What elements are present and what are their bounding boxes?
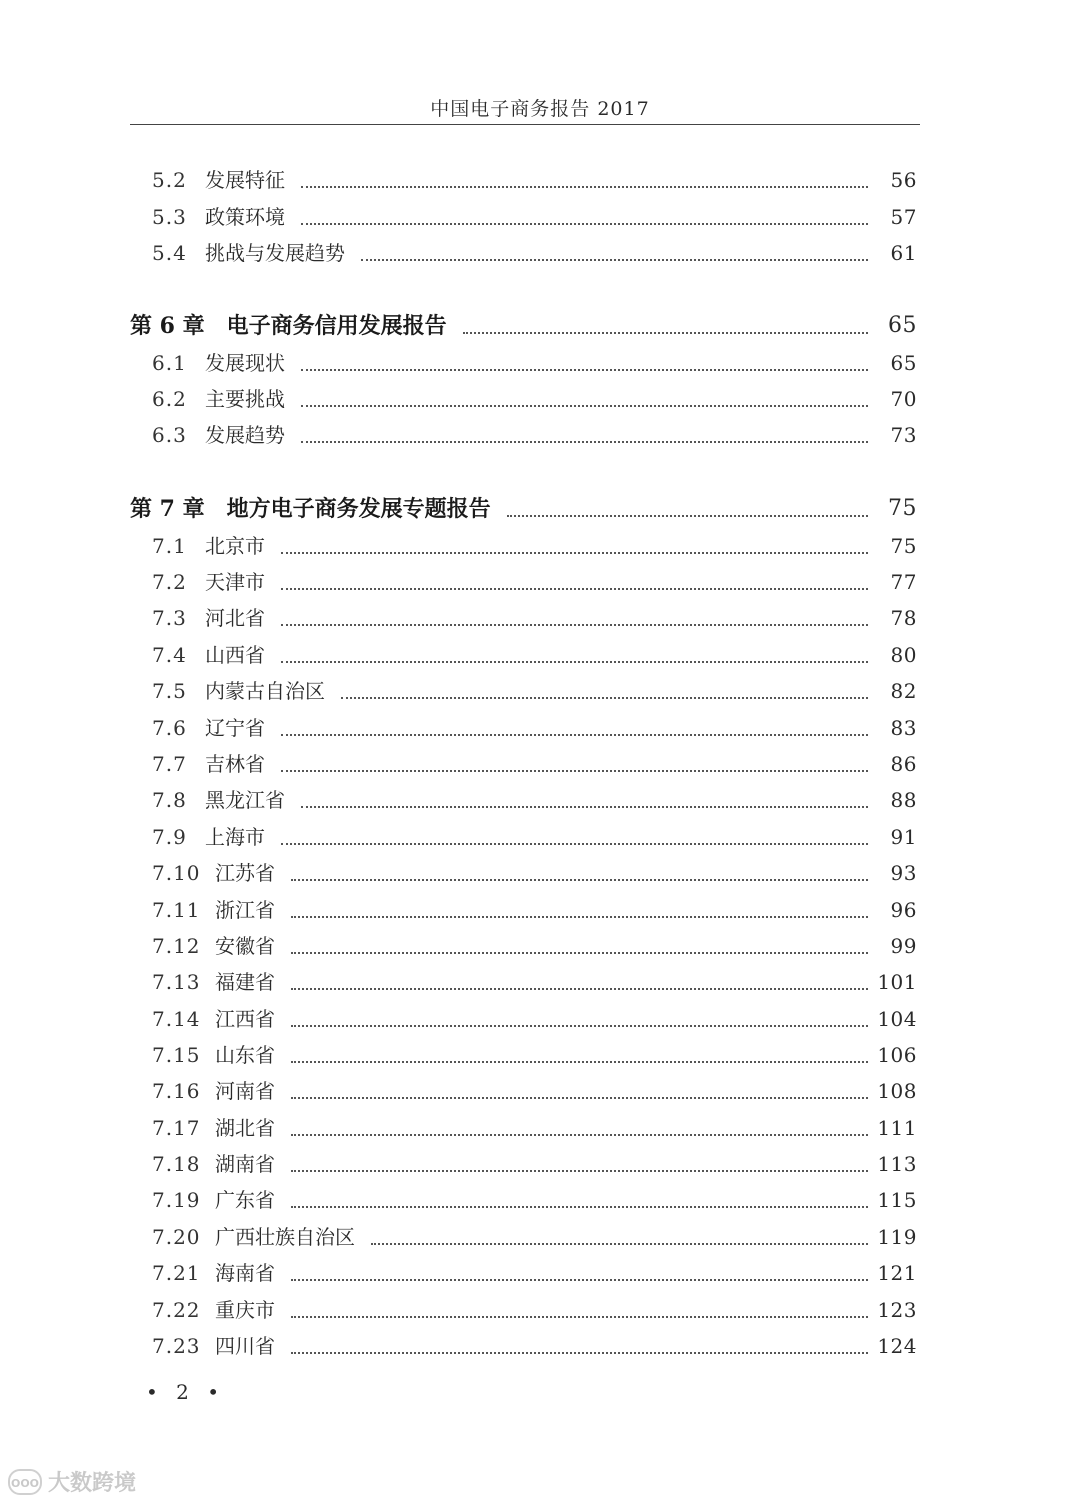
toc-section-title: 福建省 <box>215 970 275 994</box>
toc-section-title: 安徽省 <box>215 934 275 958</box>
page-number: • 2 • <box>146 1380 226 1404</box>
toc-section-title: 重庆市 <box>215 1298 275 1322</box>
toc-page-number: 123 <box>877 1298 917 1322</box>
toc-chapter-label: 第 6 章 <box>130 313 205 339</box>
toc-leader-dots <box>301 405 868 407</box>
toc-page-number: 70 <box>890 387 917 411</box>
toc-section-title: 发展现状 <box>205 351 285 375</box>
toc-leader-dots <box>301 186 868 188</box>
toc-entry[interactable] <box>0 640 1080 670</box>
toc-leader-dots <box>281 770 868 772</box>
toc-section-number: 7.17 <box>152 1116 201 1140</box>
toc-leader-dots <box>341 697 868 699</box>
toc-leader-dots <box>291 1316 868 1318</box>
toc-leader-dots <box>281 734 868 736</box>
toc-section-title: 江苏省 <box>215 861 275 885</box>
toc-entry[interactable] <box>0 202 1080 232</box>
toc-leader-dots <box>281 588 868 590</box>
toc-section-title: 天津市 <box>205 570 265 594</box>
toc-page-number: 73 <box>890 423 917 447</box>
toc-leader-dots <box>291 1206 868 1208</box>
toc-entry[interactable] <box>0 238 1080 268</box>
toc-entry[interactable] <box>0 785 1080 815</box>
toc-entry[interactable] <box>0 676 1080 706</box>
watermark-logo-icon: OOO <box>8 1469 42 1495</box>
toc-entry[interactable] <box>0 822 1080 852</box>
toc-section-number: 7.1 <box>152 534 187 558</box>
toc-section-number: 7.19 <box>152 1188 201 1212</box>
toc-section-title: 发展特征 <box>205 168 285 192</box>
toc-entry[interactable] <box>0 931 1080 961</box>
toc-section-number: 7.21 <box>152 1261 201 1285</box>
toc-leader-dots <box>291 1170 868 1172</box>
toc-chapter-entry[interactable] <box>0 494 1080 524</box>
toc-section-number: 7.16 <box>152 1079 201 1103</box>
toc-section-number: 7.14 <box>152 1007 201 1031</box>
toc-leader-dots <box>301 806 868 808</box>
toc-section-title: 浙江省 <box>215 898 275 922</box>
toc-leader-dots <box>301 223 868 225</box>
toc-section-title: 广西壮族自治区 <box>215 1225 355 1249</box>
toc-chapter-entry[interactable] <box>0 311 1080 341</box>
toc-entry[interactable] <box>0 1295 1080 1325</box>
toc-section-number: 7.8 <box>152 788 187 812</box>
toc-section-number: 5.4 <box>152 241 187 265</box>
toc-page-number: 115 <box>877 1188 917 1212</box>
toc-leader-dots <box>281 661 868 663</box>
toc-page-number: 119 <box>877 1225 917 1249</box>
toc-page-number: 82 <box>890 679 917 703</box>
toc-section-number: 7.12 <box>152 934 201 958</box>
toc-entry[interactable] <box>0 749 1080 779</box>
toc-section-number: 7.23 <box>152 1334 201 1358</box>
toc-page-number: 91 <box>890 825 917 849</box>
toc-entry[interactable] <box>0 384 1080 414</box>
toc-section-number: 5.2 <box>152 168 187 192</box>
toc-page-number: 99 <box>890 934 917 958</box>
toc-section-number: 7.11 <box>152 898 201 922</box>
toc-entry[interactable] <box>0 1149 1080 1179</box>
toc-section-number: 6.1 <box>152 351 187 375</box>
toc-entry[interactable] <box>0 1113 1080 1143</box>
toc-entry[interactable] <box>0 1222 1080 1252</box>
toc-page-number: 65 <box>888 313 917 338</box>
running-header: 中国电子商务报告 2017 <box>430 98 650 120</box>
toc-section-number: 7.20 <box>152 1225 201 1249</box>
toc-section-title: 吉林省 <box>205 752 265 776</box>
toc-section-number: 5.3 <box>152 205 187 229</box>
toc-section-title: 山东省 <box>215 1043 275 1067</box>
toc-section-title: 北京市 <box>205 534 265 558</box>
toc-page-number: 124 <box>877 1334 917 1358</box>
toc-leader-dots <box>301 369 868 371</box>
toc-page-number: 78 <box>890 606 917 630</box>
toc-page-number: 108 <box>877 1079 917 1103</box>
toc-chapter-name: 地方电子商务发展专题报告 <box>226 496 491 522</box>
toc-section-title: 海南省 <box>215 1261 275 1285</box>
toc-leader-dots <box>291 1061 868 1063</box>
toc-section-title: 上海市 <box>205 825 265 849</box>
toc-section-number: 7.6 <box>152 716 187 740</box>
toc-entry[interactable] <box>0 858 1080 888</box>
toc-page-number: 65 <box>890 351 917 375</box>
toc-entry[interactable] <box>0 1258 1080 1288</box>
toc-entry[interactable] <box>0 531 1080 561</box>
toc-section-title: 发展趋势 <box>205 423 285 447</box>
toc-section-number: 7.22 <box>152 1298 201 1322</box>
toc-leader-dots <box>371 1243 868 1245</box>
toc-page-number: 111 <box>877 1116 917 1140</box>
toc-section-title: 黑龙江省 <box>205 788 285 812</box>
toc-leader-dots <box>281 624 868 626</box>
toc-section-title: 广东省 <box>215 1188 275 1212</box>
toc-section-title: 政策环境 <box>205 205 285 229</box>
toc-section-number: 7.2 <box>152 570 187 594</box>
toc-leader-dots <box>291 1097 868 1099</box>
toc-entry[interactable] <box>0 1040 1080 1070</box>
toc-entry[interactable] <box>0 348 1080 378</box>
toc-page-number: 104 <box>877 1007 917 1031</box>
toc-leader-dots <box>291 1352 868 1354</box>
toc-leader-dots <box>301 441 868 443</box>
toc-page-number: 83 <box>890 716 917 740</box>
toc-section-title: 挑战与发展趋势 <box>205 241 345 265</box>
toc-leader-dots <box>291 988 868 990</box>
toc-section-number: 7.9 <box>152 825 187 849</box>
toc-page-number: 61 <box>890 241 917 265</box>
toc-page-number: 88 <box>890 788 917 812</box>
toc-section-number: 7.15 <box>152 1043 201 1067</box>
toc-entry[interactable] <box>0 967 1080 997</box>
toc-page-number: 96 <box>890 898 917 922</box>
toc-entry[interactable] <box>0 567 1080 597</box>
toc-section-title: 辽宁省 <box>205 716 265 740</box>
toc-entry[interactable] <box>0 165 1080 195</box>
toc-section-number: 7.3 <box>152 606 187 630</box>
watermark-brand: 大数跨境 <box>48 1471 137 1496</box>
toc-page-number: 93 <box>890 861 917 885</box>
toc-entry[interactable] <box>0 1004 1080 1034</box>
toc-leader-dots <box>291 1025 868 1027</box>
toc-section-number: 7.10 <box>152 861 201 885</box>
toc-section-number: 6.2 <box>152 387 187 411</box>
toc-entry[interactable] <box>0 1331 1080 1361</box>
toc-section-title: 江西省 <box>215 1007 275 1031</box>
toc-page-number: 75 <box>888 496 917 521</box>
toc-section-number: 7.4 <box>152 643 187 667</box>
toc-leader-dots <box>281 843 868 845</box>
toc-entry[interactable] <box>0 1076 1080 1106</box>
toc-section-title: 山西省 <box>205 643 265 667</box>
toc-chapter-name: 电子商务信用发展报告 <box>226 313 447 339</box>
toc-leader-dots <box>507 515 868 517</box>
toc-chapter-label: 第 7 章 <box>130 496 205 522</box>
toc-page-number: 101 <box>877 970 917 994</box>
toc-section-title: 内蒙古自治区 <box>205 679 325 703</box>
toc-page-number: 106 <box>877 1043 917 1067</box>
toc-entry[interactable] <box>0 420 1080 450</box>
toc-section-title: 河北省 <box>205 606 265 630</box>
toc-section-number: 7.5 <box>152 679 187 703</box>
toc-leader-dots <box>361 259 868 261</box>
toc-section-number: 7.18 <box>152 1152 201 1176</box>
toc-section-title: 湖南省 <box>215 1152 275 1176</box>
toc-entry[interactable] <box>0 603 1080 633</box>
toc-page-number: 56 <box>890 168 917 192</box>
toc-chapter-title <box>130 494 507 524</box>
toc-page-number: 80 <box>890 643 917 667</box>
toc-page-number: 77 <box>890 570 917 594</box>
toc-leader-dots <box>291 916 868 918</box>
toc-page-number: 121 <box>877 1261 917 1285</box>
toc-page-number: 113 <box>877 1152 917 1176</box>
toc-section-number: 7.7 <box>152 752 187 776</box>
toc-section-title: 湖北省 <box>215 1116 275 1140</box>
toc-section-number: 6.3 <box>152 423 187 447</box>
toc-leader-dots <box>463 332 868 334</box>
toc-leader-dots <box>291 879 868 881</box>
toc-leader-dots <box>291 1134 868 1136</box>
toc-chapter-title <box>130 311 463 341</box>
toc-page-number: 75 <box>890 534 917 558</box>
toc-leader-dots <box>291 1279 868 1281</box>
toc-section-title: 主要挑战 <box>205 387 285 411</box>
toc-section-title: 河南省 <box>215 1079 275 1103</box>
toc-page-number: 57 <box>890 205 917 229</box>
toc-section-number: 7.13 <box>152 970 201 994</box>
toc-entry[interactable] <box>0 1185 1080 1215</box>
toc-entry[interactable] <box>0 713 1080 743</box>
toc-section-title: 四川省 <box>215 1334 275 1358</box>
toc-page-number: 86 <box>890 752 917 776</box>
toc-leader-dots <box>281 552 868 554</box>
toc-leader-dots <box>291 952 868 954</box>
watermark <box>8 1466 136 1497</box>
toc-entry[interactable] <box>0 895 1080 925</box>
